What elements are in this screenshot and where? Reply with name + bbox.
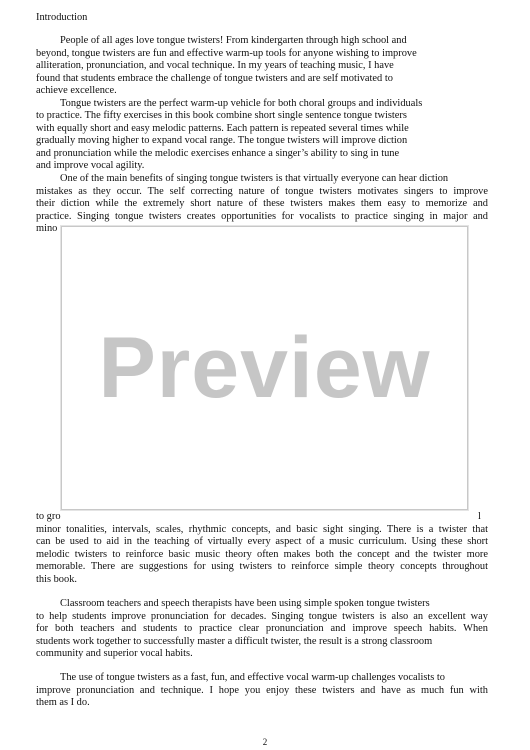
text-line: Tongue twisters are the perfect warm-up vehicle for both choral groups and individuals bbox=[60, 97, 423, 109]
paragraph-2 bbox=[36, 98, 496, 173]
text-line: beyond, tongue twisters are fun and effective warm-up tools for anyone wishing to improve bbox=[36, 47, 417, 59]
text-line: mistakes as they occur. The self correcting nature of tongue twisters motivates singers to improve bbox=[36, 185, 488, 197]
text-line: can be used to aid in the teaching of virtually every aspect of a music curriculum. Using these short bbox=[36, 536, 488, 548]
text-line: and improve vocal agility. bbox=[36, 160, 145, 172]
paragraph-5 bbox=[36, 598, 488, 661]
paragraph-1 bbox=[36, 35, 496, 98]
text-line: melodic twisters to reinforce basic music theory often makes both the concept and the twister more bbox=[36, 548, 488, 560]
text-line: memorable. There are suggestions for using twisters to reinforce simple theory concepts throughout bbox=[36, 561, 488, 573]
text-line: People of all ages love tongue twisters! From kindergarten through high school and bbox=[60, 35, 407, 46]
text-line: their diction while the extremely short nature of these twisters makes them easy to memorize and bbox=[36, 198, 488, 210]
text-line: One of the main benefits of singing tongue twisters is that virtually everyone can hear diction bbox=[60, 173, 449, 184]
text-line: The use of tongue twisters as a fast, fun, and effective vocal warm-up challenges vocalists to bbox=[60, 672, 446, 683]
text-line: achieve excellence. bbox=[36, 85, 117, 97]
text-line: gradually moving higher to expand vocal range. The tongue twisters will improve diction bbox=[36, 135, 408, 147]
text-line: and pronunciation while the melodic exercises enhance a singer’s ability to sing in tune bbox=[36, 147, 400, 159]
text-line: community and superior vocal habits. bbox=[36, 648, 193, 660]
text-line: this book. bbox=[36, 573, 77, 585]
text-line: to practice. The fifty exercises in this book combine short single sentence tongue twisters bbox=[36, 110, 407, 122]
text-line: for both teachers and students to practice clear pronunciation and improve speech habits. When bbox=[36, 623, 488, 635]
paragraph-6 bbox=[36, 672, 488, 710]
preview-watermark: Preview bbox=[98, 319, 431, 416]
text-line: to help students improve pronunciation for decades. Singing tongue twisters is also an excellent way bbox=[36, 610, 488, 622]
text-line: with equally short and easy melodic patterns. Each pattern is repeated several times while bbox=[36, 122, 409, 134]
page-number: 2 bbox=[262, 737, 268, 747]
text-line: mino bbox=[36, 223, 58, 235]
text-line: found that students embrace the challenge of tongue twisters and are self motivated to bbox=[36, 72, 393, 84]
text-line: them as I do. bbox=[36, 697, 90, 709]
preview-overlay bbox=[61, 226, 468, 510]
text-line: Classroom teachers and speech therapists have been using simple spoken tongue twisters bbox=[60, 598, 430, 609]
text-line: practice. Singing tongue twisters creates opportunities for vocalists to practice singing in major and bbox=[36, 210, 488, 222]
text-fragment-right: l bbox=[478, 511, 481, 522]
text-line: alliteration, pronunciation, and vocal technique. In my years of teaching music, I have bbox=[36, 60, 394, 72]
paragraph-4 bbox=[36, 524, 488, 587]
text-fragment-left: to gro bbox=[36, 511, 61, 522]
text-line: minor tonalities, intervals, scales, rhythmic concepts, and basic sight singing. There is a twister that bbox=[36, 523, 488, 535]
text-line: improve pronunciation and technique. I hope you enjoy these twisters and have as much fun with bbox=[36, 684, 488, 696]
section-heading: Introduction bbox=[36, 12, 88, 23]
text-line: students work together to successfully master a difficult twister, the result is a strong classroom bbox=[36, 635, 433, 647]
